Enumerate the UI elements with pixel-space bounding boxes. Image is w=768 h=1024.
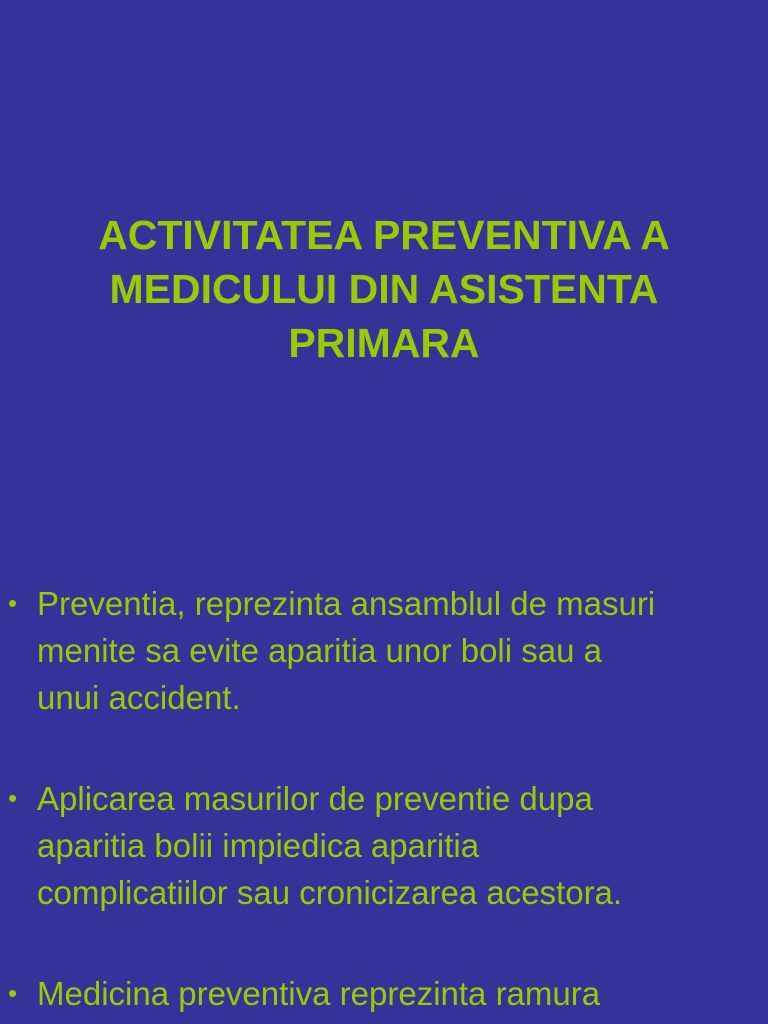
bullet-text: Preventia, reprezinta ansamblul de masuri menite sa evite aparitia unor boli sau a unui accident. [37,585,656,716]
bullet-icon: • [8,783,18,813]
bullet-text: Medicina preventiva reprezinta ramura [37,975,601,1012]
slide-title [30,208,738,370]
bullet-icon: • [8,978,18,1008]
slide-title-line: PRIMARA [288,320,480,366]
slide-title-line: ACTIVITATEA PREVENTIVA A [98,212,670,258]
slide-title-line: MEDICULUI DIN ASISTENTA [109,266,659,312]
bullet-item [0,970,768,1017]
bullet-icon: • [8,588,18,618]
bullet-item [0,775,768,916]
bullet-text: Aplicarea masurilor de preventie dupa aparitia bolii impiedica aparitia complicatiilor sau cronicizarea acestora. [37,780,623,911]
bullet-list [0,580,768,1024]
bullet-item [0,580,768,721]
